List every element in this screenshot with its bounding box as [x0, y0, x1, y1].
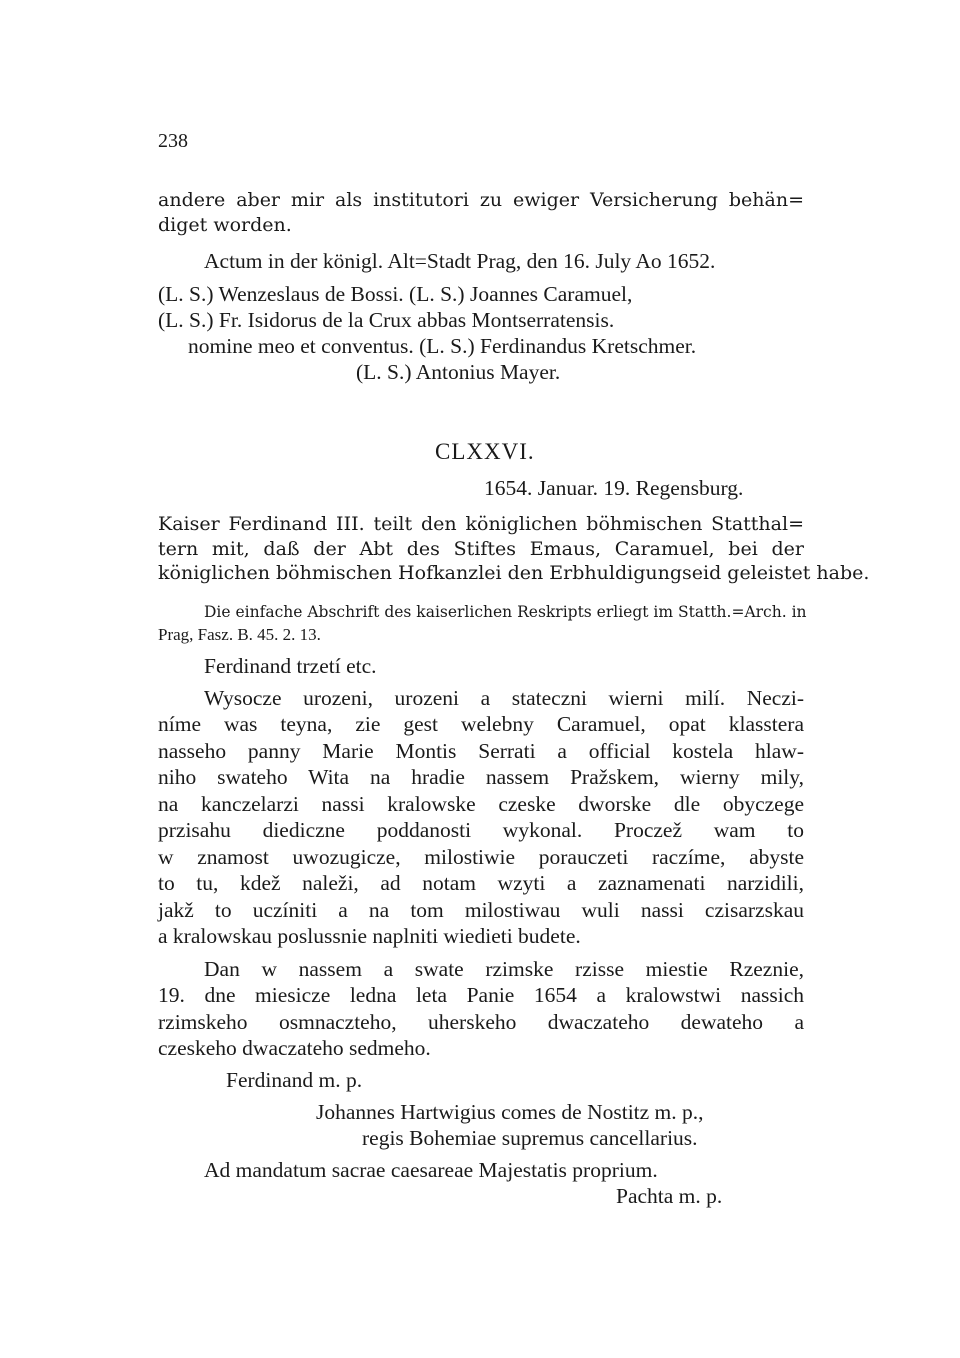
mandate-line: Ad mandatum sacrae caesareae Majestatis proprium. [204, 1158, 658, 1182]
text-line-2: diget worden. [158, 214, 292, 236]
dating-line-2: 19. dne miesicze ledna leta Panie 1654 a kralowstwi nassich [158, 983, 804, 1007]
signature-nostitz: Johannes Hartwigius comes de Nostitz m. p., [316, 1100, 704, 1124]
source-note-line-2: Prag, Fasz. B. 45. 2. 13. [158, 625, 321, 644]
letter-line-6: przisahu diediczne poddanosti wykonal. Proczež wam to [158, 818, 804, 842]
signature-line-2: (L. S.) Fr. Isidorus de la Crux abbas Montserratensis. [158, 308, 615, 332]
signature-ferdinand: Ferdinand m. p. [226, 1068, 363, 1092]
regest-line-2: tern mit, daß der Abt des Stiftes Emaus, Caramuel, bei der [158, 538, 804, 560]
letter-line-2: níme was teyna, zie gest welebny Caramuel, opat klasstera [158, 712, 804, 736]
date-place-line: 1654. Januar. 19. Regensburg. [484, 476, 744, 500]
page-number: 238 [158, 130, 188, 152]
letter-line-7: w znamost uwozugicze, milostiwie porauczeti raczíme, abyste [158, 845, 804, 869]
letter-line-8: to tu, kdež naleži, ad notam wzyti a zaznamenati narzidili, [158, 871, 804, 895]
dating-line-4: czeskeho dwaczateho sedmeho. [158, 1036, 431, 1060]
source-note-line-1: Die einfache Abschrift des kaiserlichen Reskripts erliegt im Statth.=Arch. in [204, 603, 807, 621]
letter-line-4: niho swateho Wita na hradie nassem Pražskem, wierny mily, [158, 765, 804, 789]
letter-salutation-name: Ferdinand trzetí etc. [204, 654, 377, 678]
letter-line-3: nasseho panny Marie Montis Serrati a official kostela hlaw- [158, 739, 804, 763]
letter-line-10: a kralowskau poslussnie naplniti wiedieti budete. [158, 924, 581, 948]
signature-line-1: (L. S.) Wenzeslaus de Bossi. (L. S.) Joannes Caramuel, [158, 282, 633, 306]
signature-nostitz-title: regis Bohemiae supremus cancellarius. [362, 1126, 698, 1150]
signature-line-3: nomine meo et conventus. (L. S.) Ferdinandus Kretschmer. [188, 334, 697, 358]
text-line-1: andere aber mir als institutori zu ewiger Versicherung behän= [158, 189, 804, 211]
regest-line-1: Kaiser Ferdinand III. teilt den königlichen böhmischen Statthal= [158, 513, 804, 535]
dating-line-3: rzimskeho osmnaczteho, uherskeho dwaczateho dewateho a [158, 1010, 804, 1034]
letter-line-1: Wysocze urozeni, urozeni a stateczni wierni milí. Neczi- [204, 686, 804, 710]
signature-line-4: (L. S.) Antonius Mayer. [356, 360, 561, 384]
document-number-heading: CLXXVI. [435, 439, 535, 464]
letter-line-5: na kanczelarzi nassi kralowske czeske dworske dle obyczege [158, 792, 804, 816]
letter-line-9: jakž to uczíniti a na tom milostiwau wuli nassi czisarzskau [158, 898, 804, 922]
actum-line: Actum in der königl. Alt=Stadt Prag, den 16. July Ao 1652. [204, 249, 716, 273]
signature-pachta: Pachta m. p. [616, 1184, 723, 1208]
dating-line-1: Dan w nassem a swate rzimske rzisse miestie Rzeznie, [204, 957, 804, 981]
regest-line-3: königlichen böhmischen Hofkanzlei den Erbhuldigungseid geleistet habe. [158, 562, 870, 584]
